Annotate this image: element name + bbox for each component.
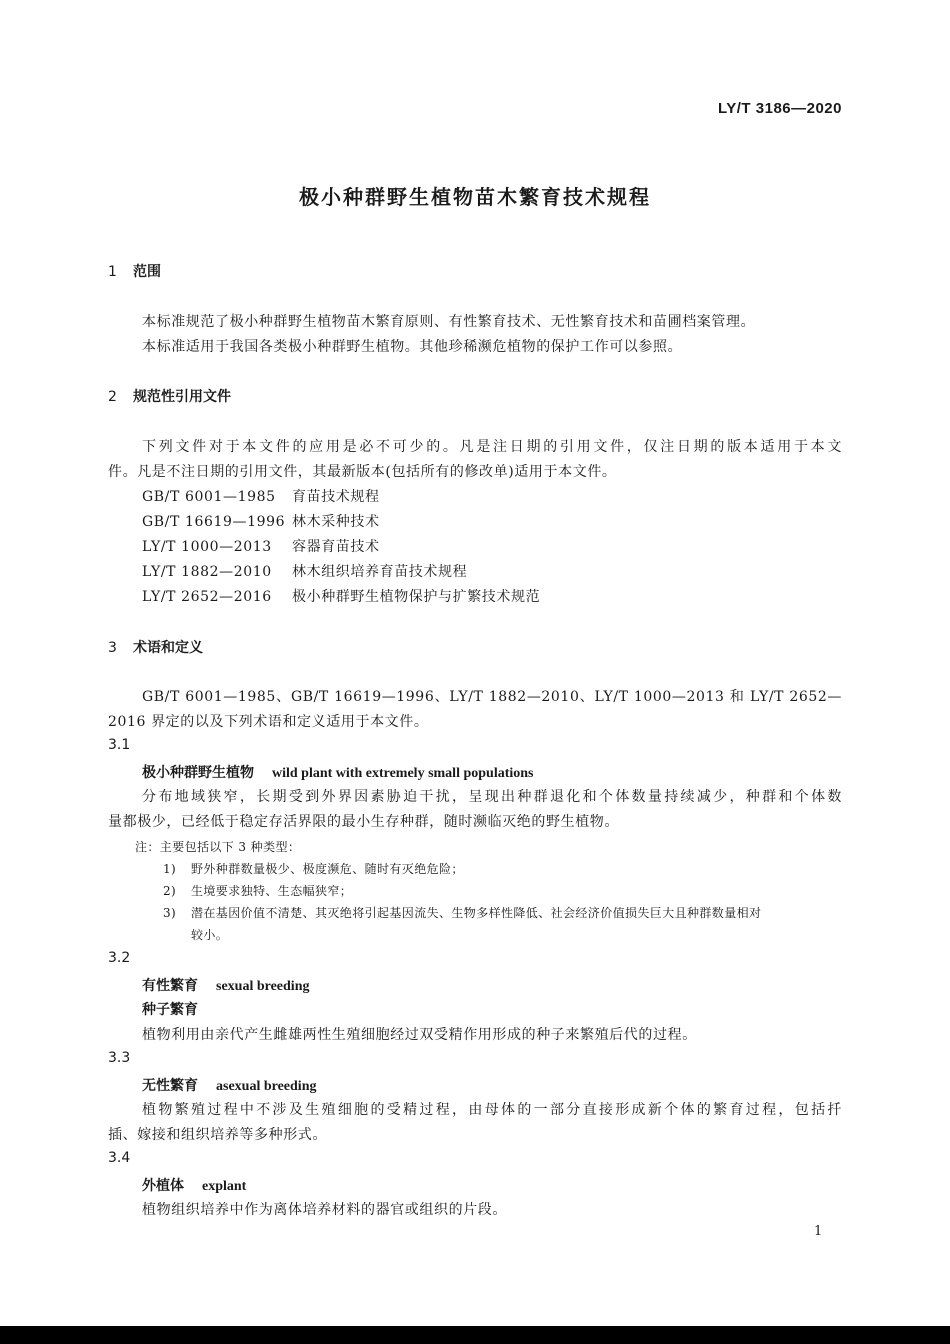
note-item-text: 野外种群数量极少、极度濒危、随时有灭绝危险； <box>191 862 464 876</box>
reference-title: 容器育苗技术 <box>292 539 380 555</box>
note-label: 注：主要包括以下 3 种类型： <box>135 840 301 854</box>
reference-item <box>142 561 467 581</box>
term-en: asexual breeding <box>216 1079 317 1094</box>
term-number: 3.4 <box>108 1150 131 1166</box>
term-definition: 植物利用由亲代产生雌雄两性生殖细胞经过双受精作用形成的种子来繁殖后代的过程。 <box>142 1027 697 1043</box>
note-item-continuation: 较小。 <box>191 928 229 942</box>
reference-title: 育苗技术规程 <box>292 489 380 505</box>
note-item-text: 潜在基因价值不清楚、其灭绝将引起基因流失、生物多样性降低、社会经济价值损失巨大且种群数量相对 <box>191 906 762 920</box>
term-cn: 外植体 <box>142 1178 184 1194</box>
note-item <box>163 882 352 899</box>
section-number: 1 <box>108 264 117 280</box>
term-heading <box>142 762 534 782</box>
reference-title: 极小种群野生植物保护与扩繁技术规范 <box>292 589 541 605</box>
term-definition-continuation: 插、嫁接和组织培养等多种形式。 <box>108 1127 327 1143</box>
note-item-number: 2) <box>163 884 177 898</box>
reference-item <box>142 586 540 606</box>
reference-title: 林木采种技术 <box>292 514 380 530</box>
section-title: 术语和定义 <box>133 640 203 656</box>
term-definition: 植物组织培养中作为离体培养材料的器官或组织的片段。 <box>142 1202 507 1218</box>
note-item-number: 3) <box>163 906 177 920</box>
term-en: explant <box>202 1179 247 1194</box>
reference-title: 林木组织培养育苗技术规程 <box>292 564 468 580</box>
section-1-heading <box>108 261 161 281</box>
term-en: sexual breeding <box>216 979 310 994</box>
term-heading <box>142 975 309 995</box>
reference-code: GB/T 6001—1985 <box>142 489 276 505</box>
reference-code: LY/T 1882—2010 <box>142 564 272 580</box>
standard-number: LY/T 3186—2020 <box>717 100 842 117</box>
term-number: 3.2 <box>108 950 131 966</box>
note-item <box>163 904 761 921</box>
term-number: 3.1 <box>108 737 131 753</box>
section-2-heading <box>108 386 231 406</box>
term-synonym-cn: 种子繁育 <box>142 1002 198 1018</box>
term-number: 3.3 <box>108 1050 131 1066</box>
reference-code: GB/T 16619—1996 <box>142 514 286 530</box>
note-item-text: 生境要求独特、生态幅狭窄； <box>191 884 353 898</box>
section-title: 规范性引用文件 <box>133 389 231 405</box>
term-cn: 有性繁育 <box>142 978 198 994</box>
paragraph: 本标准规范了极小种群野生植物苗木繁育原则、有性繁育技术、无性繁育技术和苗圃档案管理。 <box>142 314 756 330</box>
term-definition-continuation: 量都极少，已经低于稳定存活界限的最小生存种群，随时濒临灭绝的野生植物。 <box>108 814 619 830</box>
term-cn: 无性繁育 <box>142 1078 198 1094</box>
term-en: wild plant with extremely small populations <box>272 766 534 781</box>
paragraph: GB/T 6001—1985、GB/T 16619—1996、LY/T 1882—2010、LY/T 1000—2013 和 LY/T 2652— <box>142 689 842 705</box>
paragraph-continuation: 件。凡是不注日期的引用文件，其最新版本(包括所有的修改单)适用于本文件。 <box>108 464 617 480</box>
reference-code: LY/T 1000—2013 <box>142 539 272 555</box>
reference-code: LY/T 2652—2016 <box>142 589 272 605</box>
section-number: 3 <box>108 640 117 656</box>
term-heading <box>142 1075 316 1095</box>
section-3-heading <box>108 637 203 657</box>
page-bottom-border <box>0 1326 950 1344</box>
term-definition: 植物繁殖过程中不涉及生殖细胞的受精过程，由母体的一部分直接形成新个体的繁育过程，包括扦 <box>142 1102 842 1118</box>
paragraph: 下列文件对于本文件的应用是必不可少的。凡是注日期的引用文件，仅注日期的版本适用于本文 <box>142 439 842 455</box>
section-number: 2 <box>108 389 117 405</box>
section-title: 范围 <box>133 264 161 280</box>
term-cn: 极小种群野生植物 <box>142 765 254 781</box>
reference-item <box>142 486 380 506</box>
reference-item <box>142 511 380 531</box>
reference-item <box>142 536 380 556</box>
paragraph-continuation: 2016 界定的以及下列术语和定义适用于本文件。 <box>108 714 429 730</box>
note-item <box>163 860 464 877</box>
note-item-number: 1) <box>163 862 177 876</box>
term-heading <box>142 1175 246 1195</box>
paragraph: 本标准适用于我国各类极小种群野生植物。其他珍稀濒危植物的保护工作可以参照。 <box>142 339 683 355</box>
document-title: 极小种群野生植物苗木繁育技术规程 <box>299 185 651 209</box>
term-definition: 分布地域狭窄，长期受到外界因素胁迫干扰，呈现出种群退化和个体数量持续减少，种群和个体数 <box>142 789 842 805</box>
page-number: 1 <box>814 1224 823 1239</box>
term-synonym <box>142 999 198 1019</box>
